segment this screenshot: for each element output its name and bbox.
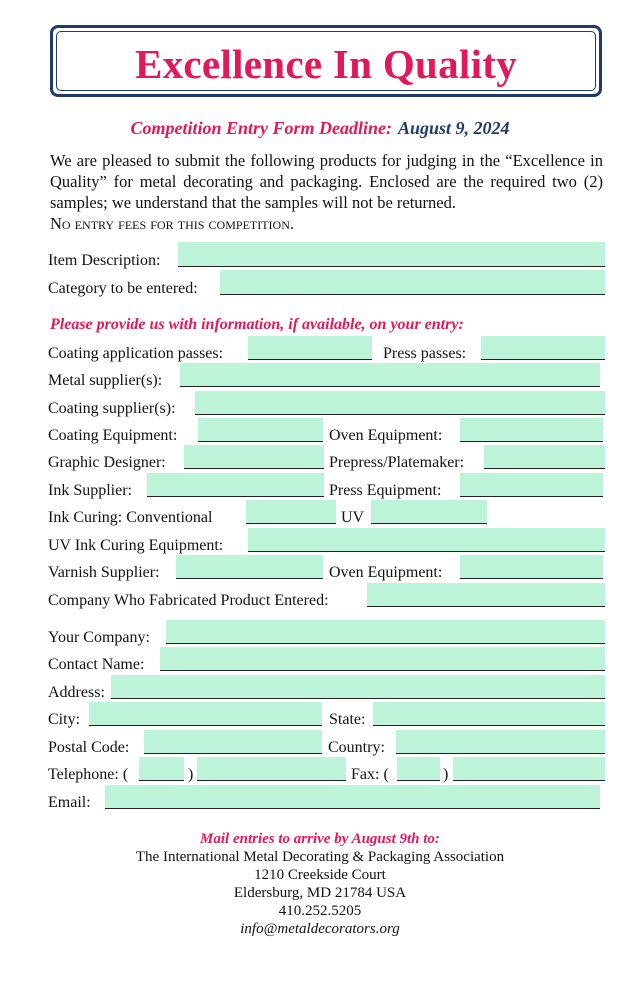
- page-title: Excellence In Quality: [134, 41, 518, 87]
- state-field[interactable]: [373, 702, 605, 726]
- coating-equipment-label: Coating Equipment:: [48, 427, 178, 444]
- email-field[interactable]: [105, 785, 600, 809]
- fax-number-field[interactable]: [453, 757, 605, 781]
- phone-number: 410.252.5205: [278, 903, 362, 919]
- association-name: The International Metal Decorating & Packaging Association: [135, 849, 505, 865]
- prepress-field[interactable]: [484, 445, 605, 469]
- postal-code-field[interactable]: [144, 730, 322, 754]
- footer-block: [0, 830, 640, 938]
- oven-equipment-2-label: Oven Equipment:: [329, 564, 443, 581]
- prepress-label: Prepress/Platemaker:: [329, 454, 465, 471]
- fabricator-label: Company Who Fabricated Product Entered:: [48, 592, 329, 609]
- varnish-supplier-label: Varnish Supplier:: [48, 564, 160, 581]
- contact-name-label: Contact Name:: [48, 656, 145, 673]
- fax-paren-close: ): [443, 766, 449, 783]
- ink-supplier-field[interactable]: [147, 473, 324, 497]
- metal-supplier-label: Metal supplier(s):: [48, 372, 163, 389]
- oven-equipment-label: Oven Equipment:: [329, 427, 443, 444]
- graphic-designer-field[interactable]: [184, 445, 324, 469]
- country-field[interactable]: [396, 730, 605, 754]
- country-label: Country:: [328, 739, 385, 756]
- address-field[interactable]: [111, 675, 605, 699]
- address-label: Address:: [48, 684, 105, 701]
- oven-equipment-2-field[interactable]: [460, 555, 603, 579]
- uv-field[interactable]: [371, 500, 487, 524]
- email-label: Email:: [48, 794, 91, 811]
- deadline-line: [0, 118, 640, 139]
- intro-paragraph: [50, 150, 603, 234]
- coating-supplier-field[interactable]: [195, 391, 605, 415]
- city-field[interactable]: [89, 702, 322, 726]
- deadline-label: Competition Entry Form Deadline:: [130, 118, 392, 138]
- state-label: State:: [329, 711, 366, 728]
- item-description-field[interactable]: [178, 242, 605, 267]
- press-passes-label: Press passes:: [383, 345, 467, 362]
- city-state-zip: Eldersburg, MD 21784 USA: [233, 885, 407, 901]
- item-description-label: Item Description:: [48, 252, 161, 269]
- uv-label: UV: [341, 509, 365, 526]
- uv-ink-curing-field[interactable]: [248, 528, 605, 552]
- coating-passes-field[interactable]: [248, 336, 372, 360]
- intro-text: We are pleased to submit the following products for judging in the “Excellence in Quality” for metal decorating and packaging. Enclosed are the required two (2) samples; we understand that the samples will not be returned.: [50, 151, 603, 212]
- graphic-designer-label: Graphic Designer:: [48, 454, 166, 471]
- ink-curing-conventional-field[interactable]: [246, 500, 336, 524]
- press-equipment-label: Press Equipment:: [329, 482, 442, 499]
- telephone-label: Telephone: (: [48, 766, 129, 783]
- metal-supplier-field[interactable]: [180, 363, 600, 387]
- telephone-area-code-field[interactable]: [139, 757, 184, 781]
- uv-ink-curing-label: UV Ink Curing Equipment:: [48, 537, 224, 554]
- title-banner: [50, 25, 602, 97]
- no-fee-notice: No entry fees for this competition.: [50, 214, 295, 233]
- info-heading: Please provide us with information, if available, on your entry:: [50, 316, 464, 333]
- telephone-paren-close: ): [188, 766, 194, 783]
- oven-equipment-field[interactable]: [460, 418, 603, 442]
- contact-email[interactable]: info@metaldecorators.org: [240, 921, 400, 937]
- fax-label: Fax: (: [351, 766, 389, 783]
- coating-supplier-label: Coating supplier(s):: [48, 400, 176, 417]
- company-field[interactable]: [166, 620, 605, 644]
- postal-code-label: Postal Code:: [48, 739, 130, 756]
- fax-area-code-field[interactable]: [397, 757, 440, 781]
- company-label: Your Company:: [48, 629, 150, 646]
- ink-curing-label: Ink Curing: Conventional: [48, 509, 213, 526]
- press-equipment-field[interactable]: [460, 473, 603, 497]
- coating-equipment-field[interactable]: [198, 418, 323, 442]
- category-label: Category to be entered:: [48, 280, 198, 297]
- city-label: City:: [48, 711, 81, 728]
- ink-supplier-label: Ink Supplier:: [48, 482, 132, 499]
- deadline-date: August 9, 2024: [397, 118, 510, 138]
- category-field[interactable]: [220, 270, 605, 295]
- fabricator-field[interactable]: [367, 583, 605, 607]
- mail-note: Mail entries to arrive by August 9th to:: [200, 831, 440, 847]
- coating-passes-label: Coating application passes:: [48, 345, 224, 362]
- press-passes-field[interactable]: [481, 336, 605, 360]
- contact-name-field[interactable]: [160, 647, 605, 671]
- street-address: 1210 Creekside Court: [254, 867, 386, 883]
- telephone-number-field[interactable]: [197, 757, 346, 781]
- varnish-supplier-field[interactable]: [176, 555, 323, 579]
